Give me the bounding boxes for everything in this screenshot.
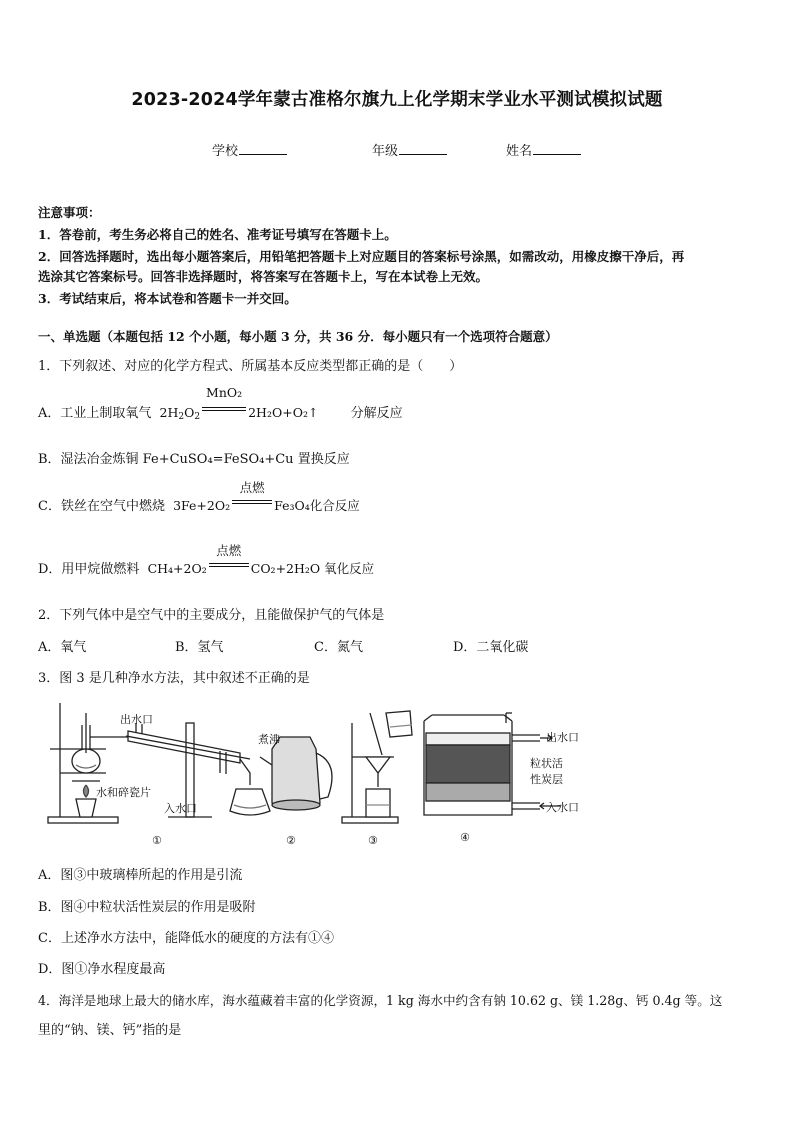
name-label: 姓名	[506, 144, 533, 159]
water-purification-figure	[40, 693, 600, 853]
q1-option-d	[38, 543, 375, 577]
q3-option-b: B．图④中粒状活性炭层的作用是吸附	[38, 900, 256, 915]
notes-heading: 注意事项：	[38, 205, 101, 220]
q1-d-text: D．用甲烷做燃料	[38, 562, 140, 577]
q1-a-text: A．工业上制取氧气	[38, 406, 152, 421]
q1-a-type: 分解反应	[350, 406, 403, 421]
name-blank	[533, 142, 581, 155]
q4-stem-line-2: 里的“钠、镁、钙”指的是	[38, 1023, 182, 1038]
q3-option-c: C．上述净水方法中，能降低水的硬度的方法有①④	[38, 931, 334, 946]
grade-label: 年级	[372, 144, 399, 159]
q1-d-left: CH₄+2O₂	[147, 561, 207, 576]
note-2: 2．回答选择题时，选出每小题答案后，用铅笔把答题卡上对应题目的答案标号涂黑，如需改动，用橡皮擦干净后，再	[38, 249, 685, 264]
q2-option-b: B．氢气	[175, 640, 224, 655]
school-label: 学校	[212, 144, 239, 159]
note-2-cont: 选涂其它答案标号。回答非选择题时，将答案写在答题卡上，写在本试卷上无效。	[38, 269, 489, 284]
q1-d-ignite: 点燃	[216, 543, 242, 558]
q2-stem: 2．下列气体中是空气中的主要成分，且能做保护气的气体是	[38, 608, 385, 623]
q2-option-c: C．氮气	[314, 640, 363, 655]
q3-option-a: A．图③中玻璃棒所起的作用是引流	[38, 868, 243, 883]
label-outlet-1: 出水口	[120, 713, 153, 726]
school-field	[212, 140, 287, 159]
label-carbon-1: 粒状活	[530, 757, 563, 770]
label-outlet-2: 出水口	[546, 731, 579, 744]
q1-a-condition	[202, 385, 246, 417]
label-boil: 煮沸	[258, 733, 280, 746]
label-figure-2: ②	[286, 834, 296, 847]
q1-a-mid: O	[184, 405, 195, 420]
label-figure-1: ①	[152, 834, 162, 847]
school-blank	[239, 142, 287, 155]
page-title: 2023-2024学年蒙古准格尔旗九上化学期末学业水平测试模拟试题	[131, 90, 663, 110]
label-figure-3: ③	[368, 834, 378, 847]
q1-stem: 1．下列叙述、对应的化学方程式、所属基本反应类型都正确的是（ ）	[38, 359, 463, 374]
q1-d-condition	[209, 543, 249, 573]
q1-c-equation	[173, 480, 360, 513]
q1-c-text: C．铁丝在空气中燃烧	[38, 499, 165, 514]
label-figure-4: ④	[460, 831, 470, 844]
note-1: 1．答卷前，考生务必将自己的姓名、准考证号填写在答题卡上。	[38, 227, 397, 242]
q1-option-a	[38, 385, 403, 422]
q2-option-d: D．二氧化碳	[453, 640, 529, 655]
q1-a-equation	[159, 385, 319, 422]
label-inlet-1: 入水口	[164, 802, 197, 815]
q1-a-sub2: 2	[194, 412, 201, 422]
q4-stem-line-1: 4．海洋是地球上最大的储水库，海水蕴藏着丰富的化学资源，1 kg 海水中约含有钠 10.62 g、镁 1.28g、钙 0.4g 等。这	[38, 993, 723, 1008]
grade-blank	[399, 142, 447, 155]
q1-c-left: 3Fe+2O₂	[173, 498, 231, 513]
name-field	[506, 140, 581, 159]
q1-option-b: B．湿法冶金炼铜 Fe+CuSO₄=FeSO₄+Cu 置换反应	[38, 452, 350, 467]
label-water-chips: 水和碎瓷片	[96, 786, 151, 799]
q1-c-right: Fe₃O₄化合反应	[274, 498, 360, 513]
q1-a-right: 2H₂O+O₂↑	[248, 405, 319, 420]
q1-option-c	[38, 480, 360, 514]
grade-field	[372, 140, 447, 159]
q1-a-left: 2H	[159, 405, 179, 420]
q1-c-ignite: 点燃	[239, 480, 265, 495]
q3-stem: 3．图 3 是几种净水方法，其中叙述不正确的是	[38, 671, 310, 686]
q1-d-right: CO₂+2H₂O 氧化反应	[250, 561, 375, 576]
label-inlet-2: 入水口	[546, 801, 579, 814]
q1-a-catalyst: MnO₂	[206, 385, 243, 400]
q1-a-sub1: 2	[178, 412, 185, 422]
q3-option-d: D．图①净水程度最高	[38, 962, 166, 977]
q1-d-equation	[147, 543, 375, 576]
q1-c-condition	[232, 480, 272, 510]
note-3: 3．考试结束后，将本试卷和答题卡一并交回。	[38, 291, 297, 306]
section-heading: 一、单选题（本题包括 12 个小题，每小题 3 分，共 36 分．每小题只有一个选项符合题意）	[38, 329, 558, 344]
label-carbon-2: 性炭层	[530, 773, 563, 786]
q2-option-a: A．氧气	[38, 640, 87, 655]
